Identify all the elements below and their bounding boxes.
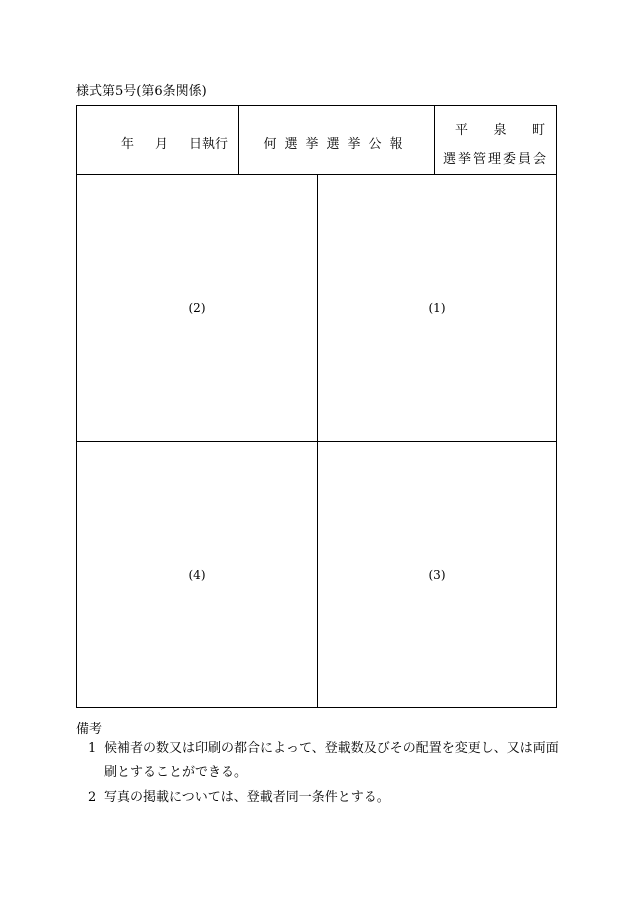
- election-date-cell: [77, 106, 239, 174]
- remark-number: 2: [88, 790, 97, 805]
- bulletin-title-cell: [239, 106, 435, 174]
- remark-number: 1: [88, 741, 97, 756]
- form-number: 様式第5号(第6条関係): [76, 84, 207, 99]
- date-year: 年: [121, 137, 135, 152]
- committee-name: 選挙管理委員会: [442, 152, 548, 167]
- remark-text: 候補者の数又は印刷の都合によって、登載数及びその配置を変更し、又は両面刷とすることができる。: [104, 741, 559, 780]
- date-month: 月: [155, 137, 169, 152]
- town-name-char: 平: [455, 123, 469, 138]
- candidate-slot-1: (1): [428, 301, 446, 315]
- issuer-cell: [435, 106, 556, 174]
- grid-divider-horizontal: [77, 441, 556, 442]
- date-day: 日執行: [189, 137, 229, 152]
- town-name-char: 泉: [493, 123, 507, 138]
- remark-text: 写真の掲載については、登載者同一条件とする。: [104, 790, 390, 805]
- remarks-title: 備考: [76, 722, 103, 737]
- candidate-slot-3: (3): [428, 568, 446, 582]
- bulletin-frame: [76, 105, 557, 708]
- remark-item: [88, 737, 564, 785]
- town-name-char: 町: [531, 123, 545, 138]
- town-name: [455, 119, 545, 138]
- bulletin-header: [77, 106, 556, 175]
- bulletin-title: 何選挙選挙公報: [263, 137, 411, 152]
- candidate-slot-2: (2): [188, 301, 206, 315]
- candidate-slot-4: (4): [188, 568, 206, 582]
- remark-item: [88, 786, 564, 810]
